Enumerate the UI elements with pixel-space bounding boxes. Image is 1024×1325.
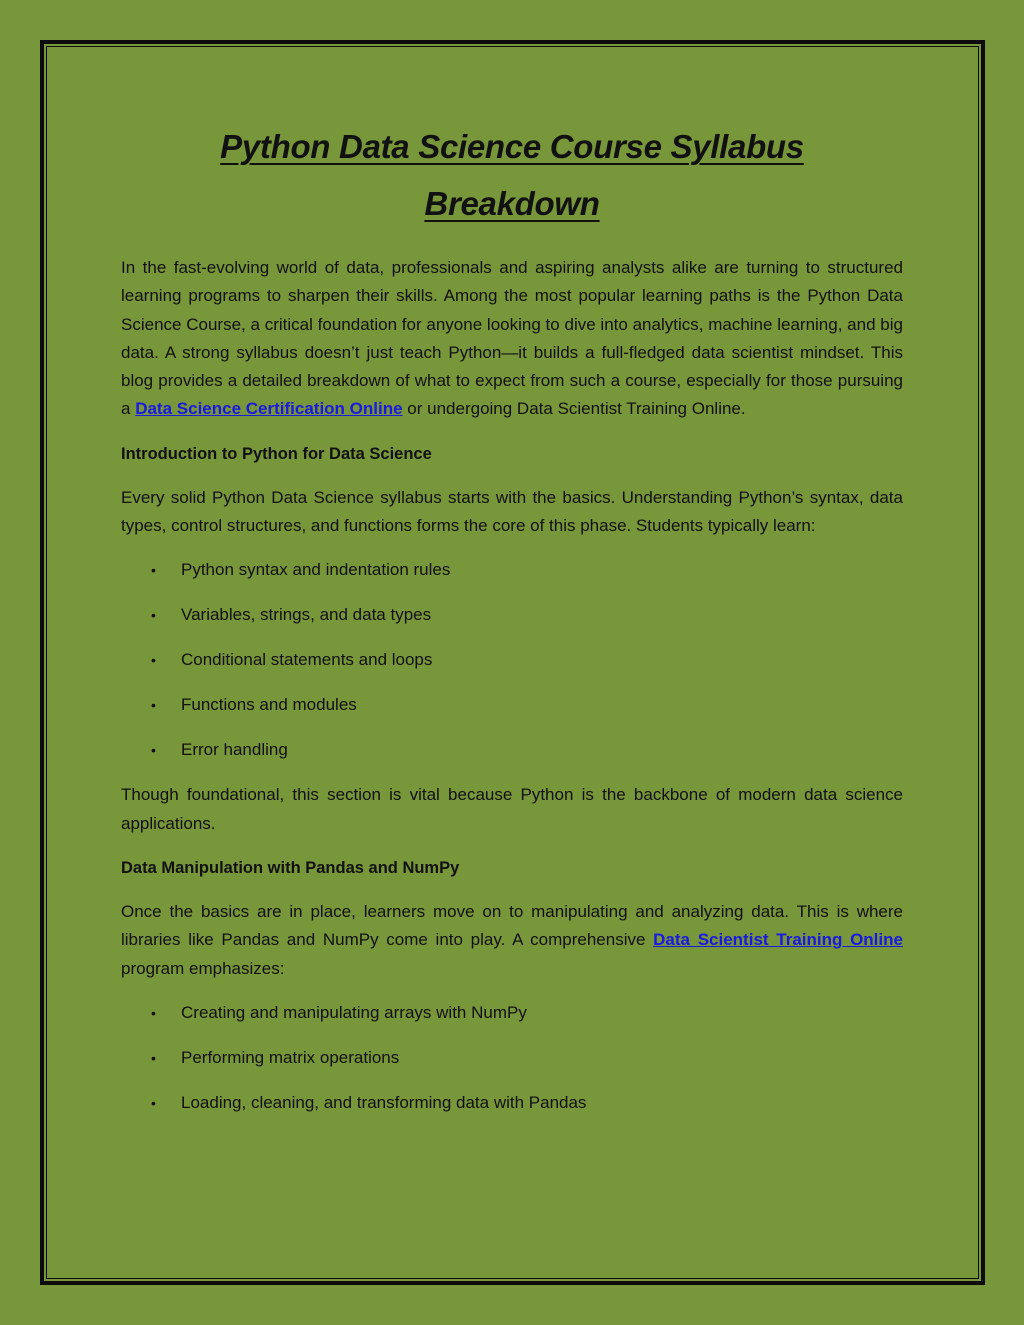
list-item-text: Performing matrix operations	[181, 1047, 400, 1067]
list-item-text: Error handling	[181, 740, 288, 760]
bullet-icon: •	[151, 1004, 156, 1021]
document-title	[121, 118, 903, 232]
list-item	[121, 1089, 903, 1117]
section-heading-python-intro: Introduction to Python for Data Science	[121, 444, 432, 463]
list-item-text: Loading, cleaning, and transforming data with Pandas	[181, 1092, 587, 1112]
list-item	[121, 691, 903, 719]
list-item	[121, 1044, 903, 1072]
list-item-text: Variables, strings, and data types	[181, 605, 432, 625]
bullet-icon: •	[151, 1094, 156, 1111]
section-heading-pandas-numpy: Data Manipulation with Pandas and NumPy	[121, 858, 460, 877]
intro-text: In the fast-evolving world of data, professionals and aspiring analysts alike are turning to structured learning programs to sharpen their skills. Among the most popular learning paths is the Python Data Science Course, a critical foundation for anyone looking to dive into analytics, machine learning, and big data. A strong syllabus doesn’t just teach Python—it builds a full-fledged data scientist mindset. This blog provides a detailed breakdown of what to expect from such a course, especially for those pursuing a	[121, 258, 903, 419]
pandas-numpy-list	[121, 999, 903, 1117]
python-basics-list	[121, 556, 903, 764]
bullet-icon: •	[151, 607, 156, 624]
list-item-text: Functions and modules	[181, 695, 357, 715]
list-item	[121, 601, 903, 629]
data-science-certification-link[interactable]: Data Science Certification Online	[135, 399, 403, 419]
data-scientist-training-link[interactable]: Data Scientist Training Online	[653, 930, 903, 950]
intro-text-end: or undergoing Data Scientist Training Online.	[407, 399, 746, 419]
section1-paragraph: Every solid Python Data Science syllabus starts with the basics. Understanding Python’s syntax, data types, control structures, and functions forms the core of this phase. Students typically learn:	[121, 487, 903, 536]
document-body	[121, 118, 903, 1134]
section1-closing-paragraph: Though foundational, this section is vital because Python is the backbone of modern data science applications.	[121, 785, 903, 833]
list-item-text: Creating and manipulating arrays with NumPy	[181, 1002, 527, 1022]
list-item	[121, 646, 903, 674]
intro-paragraph	[121, 254, 903, 424]
section2-text-end: program emphasizes:	[121, 958, 285, 978]
list-item-text: Conditional statements and loops	[181, 650, 433, 670]
list-item	[121, 556, 903, 584]
list-item	[121, 999, 903, 1027]
section2-text: Once the basics are in place, learners move on to manipulating and analyzing data. This is where libraries like Pandas and NumPy come into play. A comprehensive	[121, 901, 903, 950]
title-line-2: Breakdown	[424, 185, 600, 222]
section2-paragraph	[121, 898, 903, 983]
bullet-icon: •	[151, 742, 156, 759]
list-item-text: Python syntax and indentation rules	[181, 560, 451, 580]
bullet-icon: •	[151, 1049, 156, 1066]
bullet-icon: •	[151, 562, 156, 579]
list-item	[121, 736, 903, 764]
title-line-1: Python Data Science Course Syllabus	[220, 128, 804, 165]
bullet-icon: •	[151, 697, 156, 714]
bullet-icon: •	[151, 652, 156, 669]
